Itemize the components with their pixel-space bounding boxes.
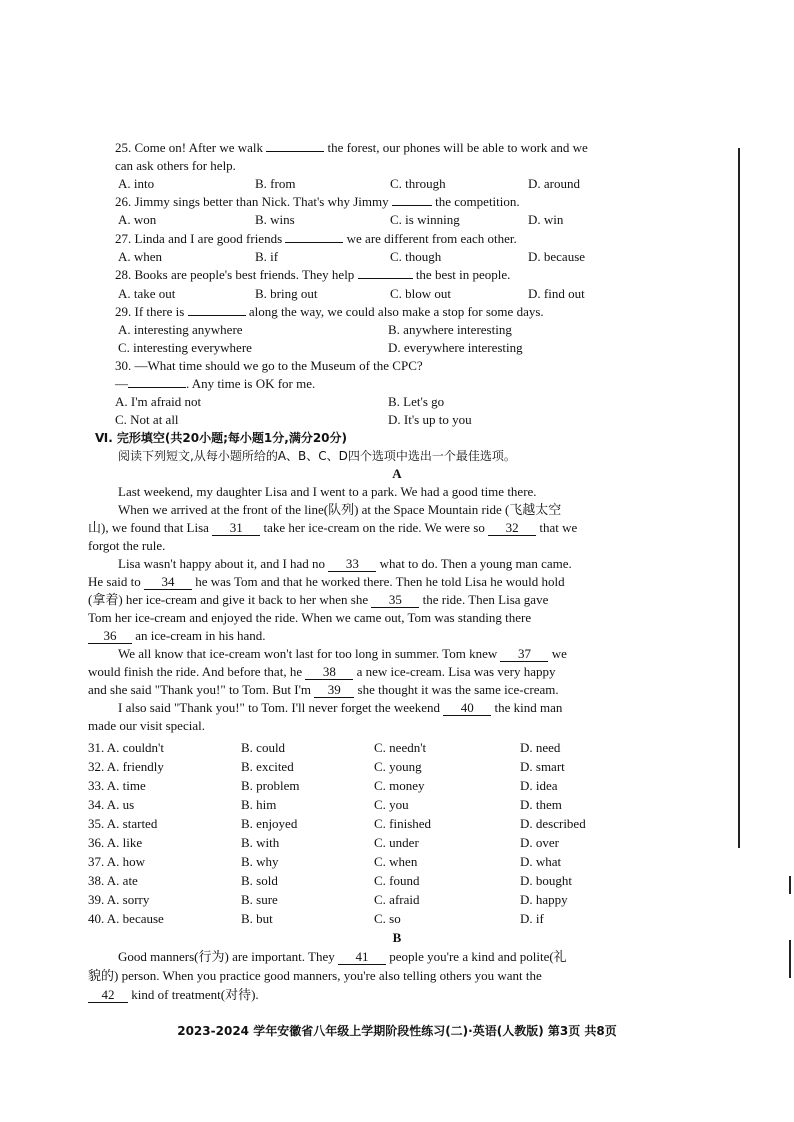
- margin-mark: [789, 876, 791, 894]
- q27-stem: 27. Linda and I are good friends we are different from each other.: [115, 231, 517, 246]
- blank-40: 40: [443, 701, 491, 716]
- cloze-option: C. young: [374, 759, 422, 774]
- cloze-option: C. when: [374, 854, 418, 869]
- q28-option-a: A. take out: [118, 286, 176, 301]
- q26-stem: 26. Jimmy sings better than Nick. That's why Jimmy the competition.: [115, 194, 520, 209]
- q26-option-d: D. win: [528, 212, 564, 227]
- blank-42: 42: [88, 988, 128, 1003]
- cloze-option: C. under: [374, 835, 419, 850]
- cloze-option: D. idea: [520, 778, 558, 793]
- cloze-option: 33. A. time: [88, 778, 146, 793]
- cloze-option: B. sold: [241, 873, 278, 888]
- cloze-option: 37. A. how: [88, 854, 146, 869]
- section-title: Ⅵ. 完形填空(共20小题;每小题1分,满分20分): [95, 431, 348, 445]
- cloze-option: D. what: [520, 854, 562, 869]
- q28-option-c: C. blow out: [390, 286, 452, 301]
- passage-b-line: Good manners(行为) are important. They 41 people you're a kind and polite(礼: [118, 949, 567, 964]
- q30-option-a: A. I'm afraid not: [115, 394, 202, 409]
- cloze-option: C. money: [374, 778, 425, 793]
- passage-b-heading: B: [392, 930, 402, 945]
- blank-38: 38: [305, 665, 353, 680]
- passage-a-line: When we arrived at the front of the line(队列) at the Space Mountain ride (飞越太空: [118, 502, 562, 517]
- cloze-option: B. could: [241, 740, 286, 755]
- q27-option-a: A. when: [118, 249, 163, 264]
- section-instruction: 阅读下列短文,从每小题所给的A、B、C、D四个选项中选出一个最佳选项。: [118, 449, 516, 463]
- q25-option-b: B. from: [255, 176, 296, 191]
- q25-stem: 25. Come on! After we walk the forest, our phones will be able to work and we: [115, 140, 588, 155]
- cloze-option: B. why: [241, 854, 279, 869]
- q26-option-c: C. is winning: [390, 212, 460, 227]
- passage-a-line: 山), we found that Lisa 31 take her ice-cream on the ride. We were so 32 that we: [88, 520, 578, 535]
- cloze-option: B. excited: [241, 759, 294, 774]
- cloze-option: B. enjoyed: [241, 816, 298, 831]
- q29-stem: 29. If there is along the way, we could also make a stop for some days.: [115, 304, 544, 319]
- q30-response: — . Any time is OK for me.: [115, 376, 316, 391]
- passage-a-heading: A: [392, 466, 402, 481]
- page-footer: 2023-2024 学年安徽省八年级上学期阶段性练习(二)·英语(人教版) 第3页 共8页: [177, 1024, 617, 1038]
- passage-a-line: 36 an ice-cream in his hand.: [88, 628, 266, 644]
- q27-blank: [285, 242, 343, 243]
- cloze-option: D. them: [520, 797, 562, 812]
- q29-blank: [188, 315, 246, 316]
- cloze-option: B. problem: [241, 778, 300, 793]
- q25-blank: [266, 151, 324, 152]
- q26-option-a: A. won: [118, 212, 157, 227]
- cloze-option: D. happy: [520, 892, 568, 907]
- q25-stem-cont: can ask others for help.: [115, 158, 236, 173]
- cloze-option: 39. A. sorry: [88, 892, 150, 907]
- q27-option-d: D. because: [528, 249, 586, 264]
- cloze-option: 38. A. ate: [88, 873, 138, 888]
- passage-a-line: I also said "Thank you!" to Tom. I'll never forget the weekend 40 the kind man: [118, 700, 563, 715]
- blank-34: 34: [144, 575, 192, 590]
- blank-35: 35: [371, 593, 419, 608]
- cloze-option: C. afraid: [374, 892, 420, 907]
- cloze-option: D. if: [520, 911, 544, 926]
- cloze-option: 32. A. friendly: [88, 759, 164, 774]
- blank-32: 32: [488, 521, 536, 536]
- q30-option-b: B. Let's go: [388, 394, 445, 409]
- cloze-option: D. need: [520, 740, 561, 755]
- q30-option-d: D. It's up to you: [388, 412, 472, 427]
- cloze-option: D. over: [520, 835, 559, 850]
- margin-line: [738, 148, 740, 848]
- blank-37: 37: [500, 647, 548, 662]
- passage-a-line: would finish the ride. And before that, he 38 a new ice-cream. Lisa was very happy: [88, 664, 556, 679]
- cloze-option: C. finished: [374, 816, 432, 831]
- cloze-option: 31. A. couldn't: [88, 740, 165, 755]
- q25-option-d: D. around: [528, 176, 580, 191]
- q29-option-d: D. everywhere interesting: [388, 340, 523, 355]
- q25-option-a: A. into: [118, 176, 155, 191]
- blank-39: 39: [314, 683, 354, 698]
- cloze-option: C. found: [374, 873, 420, 888]
- q28-option-b: B. bring out: [255, 286, 318, 301]
- passage-a-line: He said to 34 he was Tom and that he worked there. Then he told Lisa he would hold: [88, 574, 565, 589]
- cloze-option: 36. A. like: [88, 835, 143, 850]
- passage-a-line: forgot the rule.: [88, 538, 166, 553]
- cloze-option: B. sure: [241, 892, 278, 907]
- cloze-option: C. you: [374, 797, 409, 812]
- cloze-option: C. so: [374, 911, 401, 926]
- q26-blank: [392, 205, 432, 206]
- passage-b-line: 42 kind of treatment(对待).: [88, 987, 259, 1003]
- q29-option-b: B. anywhere interesting: [388, 322, 512, 337]
- q26-option-b: B. wins: [255, 212, 295, 227]
- cloze-option: D. smart: [520, 759, 565, 774]
- passage-a-line: and she said "Thank you!" to Tom. But I'm 39 she thought it was the same ice-cream.: [88, 682, 559, 697]
- margin-mark: [789, 940, 791, 978]
- q30-option-c: C. Not at all: [115, 412, 179, 427]
- cloze-option: B. but: [241, 911, 273, 926]
- blank-36: 36: [88, 629, 132, 644]
- q25-option-c: C. through: [390, 176, 446, 191]
- q28-option-d: D. find out: [528, 286, 585, 301]
- q29-option-a: A. interesting anywhere: [118, 322, 243, 337]
- passage-a-line: Last weekend, my daughter Lisa and I went to a park. We had a good time there.: [118, 484, 537, 499]
- q28-stem: 28. Books are people's best friends. They help the best in people.: [115, 267, 511, 282]
- blank-33: 33: [328, 557, 376, 572]
- cloze-option: D. described: [520, 816, 586, 831]
- cloze-option: 34. A. us: [88, 797, 135, 812]
- q28-blank: [358, 278, 413, 279]
- passage-a-line: We all know that ice-cream won't last for too long in summer. Tom knew 37 we: [118, 646, 567, 661]
- passage-a-line: Lisa wasn't happy about it, and I had no 33 what to do. Then a young man came.: [118, 556, 572, 571]
- q30-stem: 30. —What time should we go to the Museum of the CPC?: [115, 358, 423, 373]
- q27-option-b: B. if: [255, 249, 279, 264]
- passage-a-line: Tom her ice-cream and enjoyed the ride. When we came out, Tom was standing there: [88, 610, 532, 625]
- cloze-option: B. him: [241, 797, 277, 812]
- cloze-option: D. bought: [520, 873, 572, 888]
- passage-a-line: (拿着) her ice-cream and give it back to her when she 35 the ride. Then Lisa gave: [88, 592, 549, 607]
- cloze-option: 35. A. started: [88, 816, 158, 831]
- blank-31: 31: [212, 521, 260, 536]
- q29-option-c: C. interesting everywhere: [118, 340, 252, 355]
- q27-option-c: C. though: [390, 249, 442, 264]
- q30-blank: [128, 387, 186, 388]
- cloze-option: 40. A. because: [88, 911, 164, 926]
- passage-a-line: made our visit special.: [88, 718, 205, 733]
- cloze-option: C. needn't: [374, 740, 427, 755]
- passage-b-line: 貌的) person. When you practice good manners, you're also telling others you want the: [88, 968, 542, 983]
- cloze-option: B. with: [241, 835, 280, 850]
- blank-41: 41: [338, 950, 386, 965]
